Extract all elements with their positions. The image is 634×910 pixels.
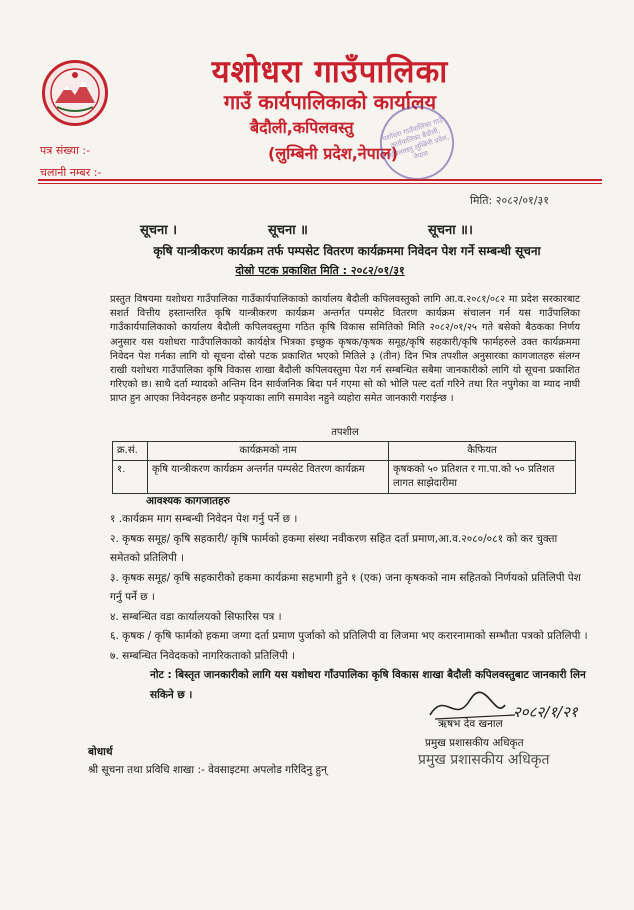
chalani-number-label: चलानी नम्बर :- bbox=[40, 166, 102, 179]
signatory-name: ऋषभ देव खनाल bbox=[438, 718, 503, 730]
cc-heading: बोधार्थ bbox=[88, 746, 113, 758]
signatory-title: प्रमुख प्रशासकीय अधिकृत bbox=[425, 737, 524, 749]
header-program: कार्यक्रमको नाम bbox=[148, 442, 389, 461]
list-item: ६. कृषक / कृषि फार्मको हकमा जग्गा दर्ता प्रमाण पुर्जाको को प्रतिलिपी वा लिजमा भए करारनामाको सम्भौता पत्रको प्रतिलिपी । bbox=[110, 630, 588, 642]
required-documents-heading: आवश्यक कागजातहरु bbox=[146, 495, 230, 507]
list-item: २. कृषक समूह/ कृषि सहकारी/ कृषि फार्मको हकमा संस्था नवीकरण सहित दर्ता प्रमाण,आ.व.२०८०/०८१ को कर चुक्ता समेतको प्रतिलिपी । bbox=[110, 532, 558, 564]
letter-date: मिति: २०८२/०१/३१ bbox=[470, 194, 549, 207]
table-header-row bbox=[113, 442, 576, 461]
office-name: गाउँ कार्यपालिकाको कार्यालय bbox=[223, 90, 437, 114]
list-item: १ .कार्यक्रम माग सम्बन्धी निवेदन पेश गर्नु पर्ने छ । bbox=[110, 513, 298, 525]
list-item: ४. सम्बन्धित वडा कार्यालयको सिफारिस पत्र । bbox=[110, 610, 282, 623]
notice-body: प्रस्तुत विषयमा यशोधरा गाउँपालिका गाउँकार्यपालिकाको कार्यालय बैदौली कपिलवस्तुको लागि आ.व.२०८१/०८२ मा प्रदेश सरकारबाट सशर्त वित्तीय हस्तान्तरित कृषि यान्त्रीकरण कार्यक्रम अन्तर्गत पम्पसेट वितरण कार्यक्रम संचालन गर्न यस गाउँपालिका गाउँकार्यपालिकाको कार्यालय बैदौली कपिलवस्तुमा गठित कृषि विकास समितिको मिति २०८२/०१/२५ गते बसेको बैठकका निर्णय अनुसार यस यशोधरा गाउँपालिकाको कार्यक्षेत्र भित्रका इच्छुक कृषक/कृषक समूह/कृषि सहकारी/कृषि फार्महरुले उक्त कार्यक्रममा निवेदन पेश गर्नका लागि यो सूचना दोस्रो पटक प्रकाशित भएको मितिले ३ (तीन) दिन भित्र तपशील अनुसारका कागजातहरु संलग्न राखी यशोधरा गाउँपालिका कृषि विकास शाखा बैदौली कपिलवस्तुमा पेश गर्न सम्बन्धित सबैमा जानकारीको लागि यो सूचना प्रकाशित गरिएको छ। साथै दर्ता म्यादको अन्तिम दिन सार्वजनिक बिदा पर्न गएमा सो को भोलि पल्ट दर्ता गरिने तथा रित नपुगेका वा म्याद नाघी प्राप्त हुन आएका निवेदनहरु छनौट प्रकृयाका लागि समावेश नहुने व्यहोरा समेत जानकारी गराईन्छ । bbox=[110, 294, 580, 405]
cell-sn: १. bbox=[113, 461, 148, 494]
cell-remarks: कृषकको ५० प्रतिशत र गा.पा.को ५० प्रतिशत लागत साझेदारीमा bbox=[389, 461, 576, 494]
header-remarks: कैफियत bbox=[389, 442, 576, 461]
address-line-1: बैदौली,कपिलवस्तु bbox=[250, 118, 354, 137]
office-stamp-text: यशोधरा गाउँपालिका गाउँ कार्यपालिका बैदौली, कपिलवस्तु लुम्बिनी प्रदेश, नेपाल bbox=[381, 116, 450, 162]
municipality-title: यशोधरा गाउँपालिका bbox=[211, 54, 449, 90]
notice-word-3: सूचना ॥। bbox=[428, 223, 473, 238]
notice-word-2: सूचना ॥ bbox=[268, 223, 308, 238]
notice-subject: कृषि यान्त्रीकरण कार्यक्रम तर्फ पम्पसेट वितरण कार्यक्रममा निवेदन पेश गर्ने सम्बन्धी सूचना bbox=[153, 244, 541, 258]
table-row bbox=[113, 461, 576, 494]
notice-word-1: सूचना । bbox=[140, 223, 178, 238]
header-sn: क्र.सं. bbox=[113, 442, 148, 461]
cell-program: कृषि यान्त्रीकरण कार्यक्रम अन्तर्गत पम्पसेट वितरण कार्यक्रम bbox=[148, 461, 389, 494]
signature-date: २०८२/१/२१ bbox=[513, 703, 578, 721]
note-text: नोट : बिस्तृत जानकारीको लागि यस यशोधरा गाँउपालिका कृषि विकास शाखा बैदौली कपिलवस्तुबाट जानकारी लिन सकिने छ । bbox=[150, 669, 586, 701]
header-divider bbox=[38, 179, 602, 181]
list-item: ३. कृषक समूह/ कृषि सहकारीको हकमा कार्यक्रमा सहभागी हुने १ (एक) जना कृषकको नाम सहितको निर्णयको प्रतिलिपी पेश गर्नु पर्ने छ । bbox=[110, 571, 581, 603]
address-line-2: (लुम्बिनी प्रदेश,नेपाल) bbox=[268, 144, 399, 163]
cc-line: श्री सूचना तथा प्रविधि शाखा :- वेवसाइटमा अपलोड गरिदिनु हुन् bbox=[88, 764, 327, 776]
table-caption: तपशील bbox=[331, 427, 359, 438]
patra-sankhya-label: पत्र संख्या :- bbox=[40, 144, 91, 157]
list-item: ७. सम्बन्धित निवेदकको नागरिकताको प्रतिलिपी । bbox=[110, 649, 296, 662]
nepal-emblem-icon bbox=[42, 60, 108, 126]
header-divider-thin bbox=[38, 183, 602, 184]
required-documents-list bbox=[110, 510, 590, 666]
published-date: दोस्रो पटक प्रकाशित मिति : २०८२/०१/३१ bbox=[235, 264, 405, 277]
program-table bbox=[112, 441, 576, 494]
signatory-stamp: प्रमुख प्रशासकीय अधिकृत bbox=[418, 752, 550, 768]
